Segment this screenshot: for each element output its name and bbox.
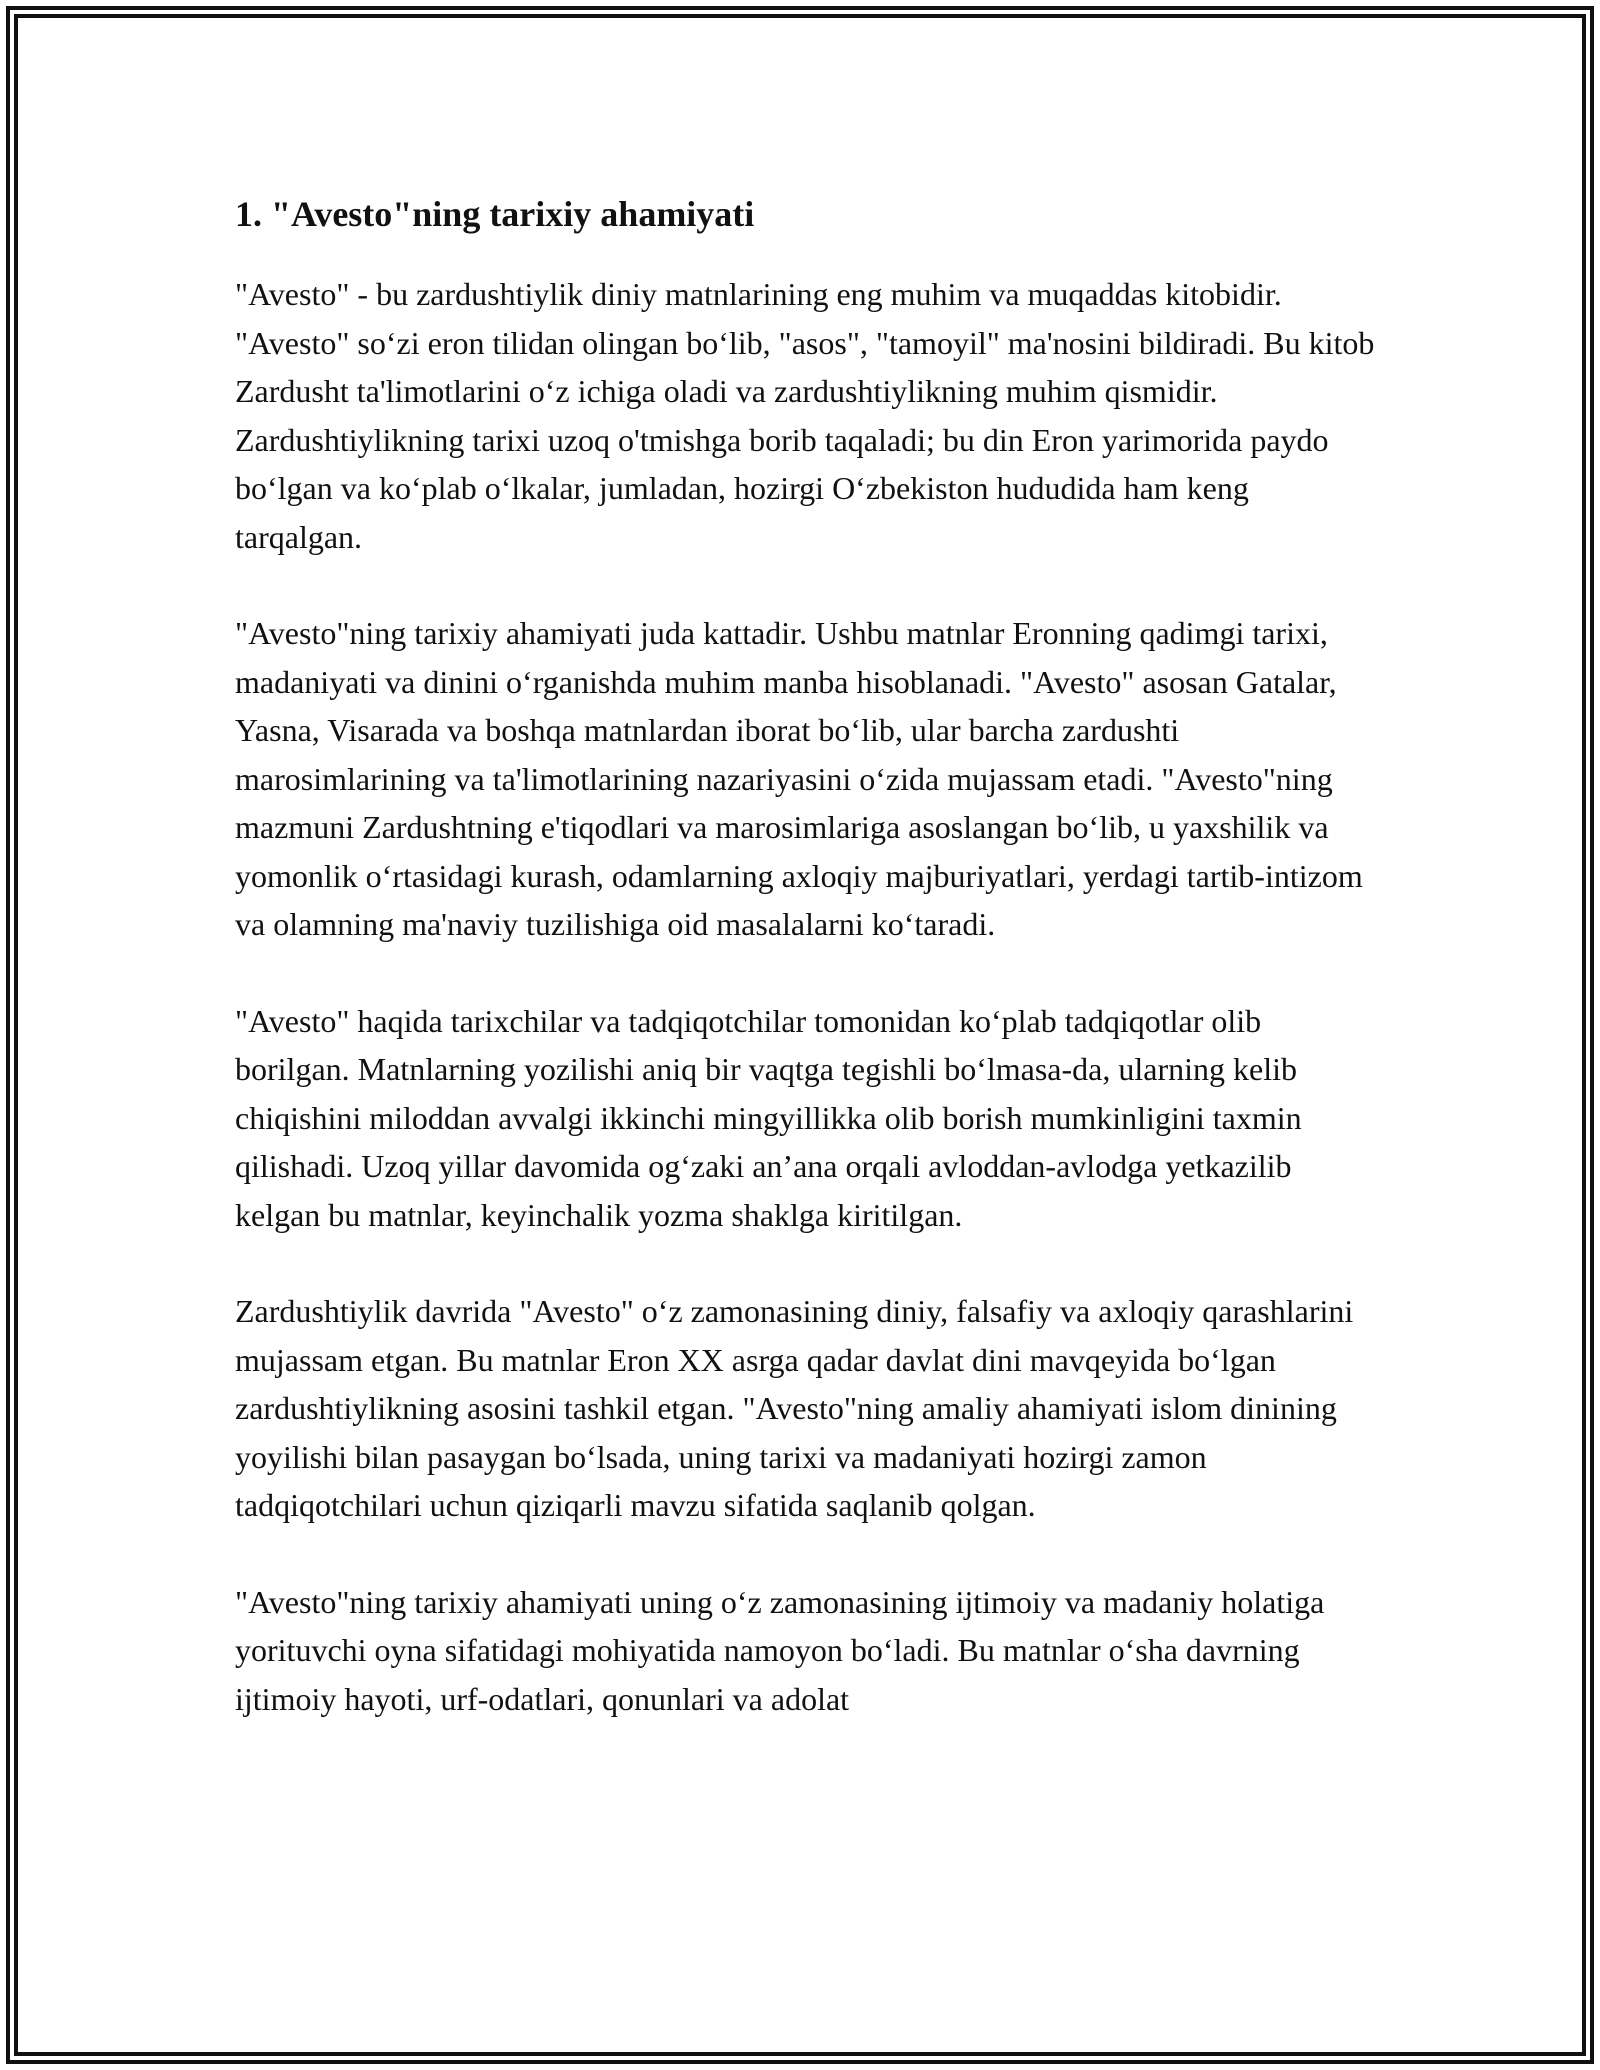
paragraph-4: Zardushtiylik davrida "Avesto" o‘z zamonasining diniy, falsafiy va axloqiy qarashlarini mujassam etgan. Bu matnlar Eron XX asrga qadar davlat dini mavqeyida bo‘lgan zardushtiylikning asosini tashkil etgan. "Avesto"ning amaliy ahamiyati islom dinining yoyilishi bilan pasaygan bo‘lsada, uning tarixi va madaniyati hozirgi zamon tadqiqotchilari uchun qiziqarli mavzu sifatida saqlanib qolgan. [235,1293,1354,1523]
paragraph-5: "Avesto"ning tarixiy ahamiyati uning o‘z zamonasining ijtimoiy va madaniy holatiga yorituvchi oyna sifatidagi mohiyatida namoyon bo‘ladi. Bu matnlar o‘sha davrning ijtimoiy hayoti, urf-odatlari, qonunlari va adolat [235,1583,1325,1717]
paragraph-3: "Avesto" haqida tarixchilar va tadqiqotchilar tomonidan ko‘plab tadqiqotlar olib borilgan. Matnlarning yozilishi aniq bir vaqtga tegishli bo‘lmasa-da, ularning kelib chiqishini miloddan avvalgi ikkinchi mingyillikka olib borish mumkinligini taxmin qilishadi. Uzoq yillar davomida og‘zaki an’ana orqali avloddan-avlodga yetkazilib kelgan bu matnlar, keyinchalik yozma shaklga kiritilgan. [235,1002,1302,1233]
paragraph-1: "Avesto" - bu zardushtiylik diniy matnlarining eng muhim va muqaddas kitobidir. "Avesto" so‘zi eron tilidan olingan bo‘lib, "asos", "tamoyil" ma'nosini bildiradi. Bu kitob Zardusht ta'limotlarini o‘z ichiga oladi va zardushtiylikning muhim qismidir. Zardushtiylikning tarixi uzoq o'tmishga borib taqaladi; bu din Eron yarimorida paydo bo‘lgan va ko‘plab o‘lkalar, jumladan, hozirgi O‘zbekiston hududida ham keng tarqalgan. [235,276,1375,555]
paragraph-2: "Avesto"ning tarixiy ahamiyati juda kattadir. Ushbu matnlar Eronning qadimgi tarixi, madaniyati va dinini o‘rganishda muhim manba hisoblanadi. "Avesto" asosan Gatalar, Yasna, Visarada va boshqa matnlardan iborat bo‘lib, ular barcha zardushti marosimlarining va ta'limotlarining nazariyasini o‘zida mujassam etadi. "Avesto"ning mazmuni Zardushtning e'tiqodlari va marosimlariga asoslangan bo‘lib, u yaxshilik va yomonlik o‘rtasidagi kurash, odamlarning axloqiy majburiyatlari, yerdagi tartib-intizom va olamning ma'naviy tuzilishiga oid masalalarni ko‘taradi. [235,615,1363,942]
document-body [235,186,1380,1771]
section-heading: 1. "Avesto"ning tarixiy ahamiyati [235,194,755,234]
